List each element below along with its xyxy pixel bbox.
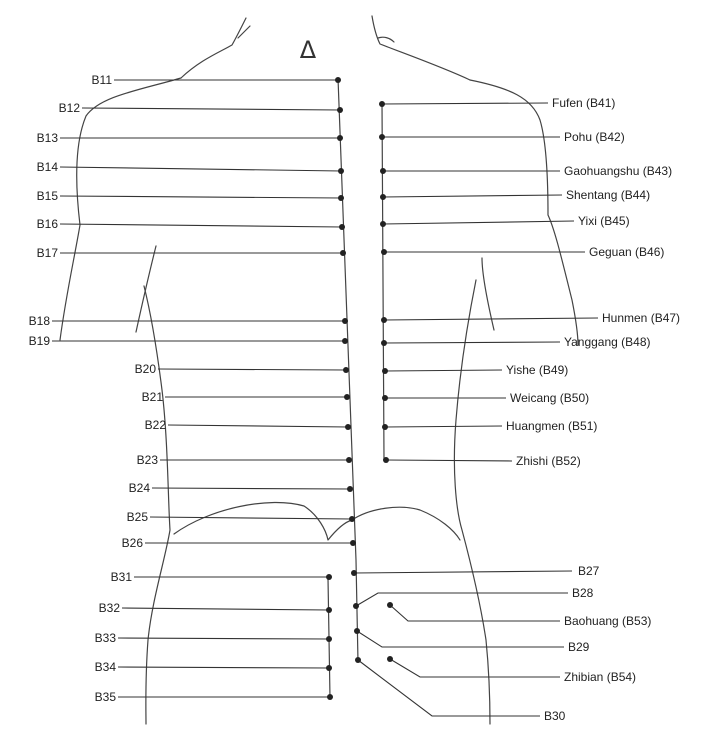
right-point [383,454,581,468]
point-label: B35 [94,690,116,704]
point-dot [381,340,387,346]
point-dot [383,457,389,463]
leader-line [383,195,562,197]
point-dot [335,77,341,83]
point-dot [381,249,387,255]
point-dot [350,540,356,546]
point-dot [382,368,388,374]
point-dot [382,424,388,430]
right-point [381,245,664,259]
arm-crease-left [136,246,156,332]
leader-line [357,631,564,647]
right-point [382,419,597,433]
right-point [381,335,651,349]
point-dot [345,424,351,430]
point-dot [349,516,355,522]
point-label: B29 [568,640,590,654]
point-dot [342,318,348,324]
sacral-point [351,564,600,578]
point-label: B15 [36,189,58,203]
sacral-point [354,628,590,654]
point-label: B25 [126,510,148,524]
left-point [37,217,345,231]
right-point [379,96,615,110]
left-point [37,189,344,203]
point-label: B18 [28,314,50,328]
point-dot [326,607,332,613]
point-dot [381,317,387,323]
point-label: Shentang (B44) [566,188,651,202]
point-label: B33 [94,631,116,645]
leader-line [60,196,341,198]
point-dot [343,367,349,373]
buttock-contour-right [352,507,460,540]
point-label: B34 [94,660,116,674]
point-label: Yanggang (B48) [564,335,651,349]
point-dot [326,665,332,671]
leader-line [385,370,502,371]
buttock-point [95,631,332,645]
left-point [142,390,350,404]
shoulder-right [470,80,578,345]
point-label: Zhibian (B54) [564,670,637,684]
left-point [129,481,353,495]
point-label: B32 [98,601,120,615]
point-label: B20 [134,362,156,376]
leader-line [382,103,548,104]
sacral-point [355,657,566,723]
point-label: Baohuang (B53) [564,614,652,628]
right-point [382,391,589,405]
point-label: B22 [144,418,166,432]
leader-line [390,605,560,621]
left-point [137,453,352,467]
point-label: B21 [141,390,163,404]
leader-line [60,167,341,171]
point-label: Yishe (B49) [506,363,569,377]
leader-line [384,342,560,343]
point-dot [340,250,346,256]
leader-line [390,659,560,677]
point-dot [380,221,386,227]
right-point [380,164,672,178]
right-point [379,130,625,144]
point-dot [344,394,350,400]
leader-line [60,224,342,227]
point-label: B30 [544,709,566,723]
right-point [380,188,650,202]
torso-right [454,280,490,724]
buttock-point [111,570,332,584]
left-point [37,131,343,145]
point-label: B11 [91,73,112,87]
point-dot [387,602,393,608]
point-dot [337,107,343,113]
point-label: Hunmen (B47) [602,311,681,325]
leader-line [168,425,348,427]
right-points [379,96,680,468]
point-dot [379,101,385,107]
leader-line [354,571,572,573]
point-dot [354,628,360,634]
point-label: B14 [36,160,58,174]
point-dot [342,338,348,344]
point-label: B17 [36,246,58,260]
left-point [37,160,344,174]
point-label: Fufen (B41) [552,96,616,110]
neck-left-fold [238,26,250,38]
left-point [29,334,348,348]
left-point [37,246,346,260]
right-point [381,311,680,325]
point-dot [347,486,353,492]
point-dot [338,168,344,174]
leader-line [118,667,329,668]
point-dot [338,195,344,201]
point-label: B23 [136,453,158,467]
point-dot [380,168,386,174]
point-label: Weicang (B50) [510,391,590,405]
point-dot [387,656,393,662]
point-label: B13 [36,131,58,145]
left-point [92,73,341,87]
point-label: B12 [58,101,80,115]
point-label: Huangmen (B51) [506,419,598,433]
orientation-marker: Δ [299,36,317,64]
torso-left [141,286,170,724]
sacral-point [387,602,651,628]
point-label: B24 [128,481,150,495]
point-label: B26 [121,536,143,550]
paravertebral-line [382,102,384,460]
neck-right-fold [378,37,394,42]
left-points [29,73,356,550]
point-dot [337,135,343,141]
leader-line [150,517,352,519]
point-label: B27 [578,564,600,578]
right-point [380,214,630,228]
neck-right [372,16,470,80]
leader-line [386,460,512,461]
buttock-point [95,660,332,674]
point-label: Gaohuangshu (B43) [564,164,673,178]
left-point [122,536,356,550]
right-point [382,363,568,377]
point-dot [382,395,388,401]
buttock-point [95,690,333,704]
leader-line [358,660,540,716]
point-dot [355,657,361,663]
point-dot [379,134,385,140]
point-label: B19 [28,334,50,348]
leader-line [152,488,350,489]
left-point [29,314,348,328]
point-label: B31 [110,570,132,584]
point-label: B16 [36,217,58,231]
left-point [145,418,351,432]
sacral-points [351,564,651,723]
point-dot [327,694,333,700]
leader-line [158,369,346,370]
point-label: Pohu (B42) [564,130,625,144]
leader-line [118,638,329,639]
leader-line [385,426,502,427]
point-dot [326,636,332,642]
point-dot [326,574,332,580]
point-label: Geguan (B46) [589,245,665,259]
leader-line [383,221,574,224]
point-label: Zhishi (B52) [516,454,581,468]
point-dot [380,194,386,200]
left-point [135,362,349,376]
shoulder-left [60,78,181,340]
buttock-points [95,570,333,704]
neck-left [181,18,246,78]
leader-line [82,108,340,110]
point-dot [346,457,352,463]
point-dot [353,603,359,609]
point-label: B28 [572,586,594,600]
point-label: Yixi (B45) [578,214,630,228]
buttock-point [99,601,332,615]
left-point [127,510,355,524]
point-dot [351,570,357,576]
sacral-point [387,656,636,684]
buttock-contour-left [174,502,352,540]
point-dot [339,224,345,230]
